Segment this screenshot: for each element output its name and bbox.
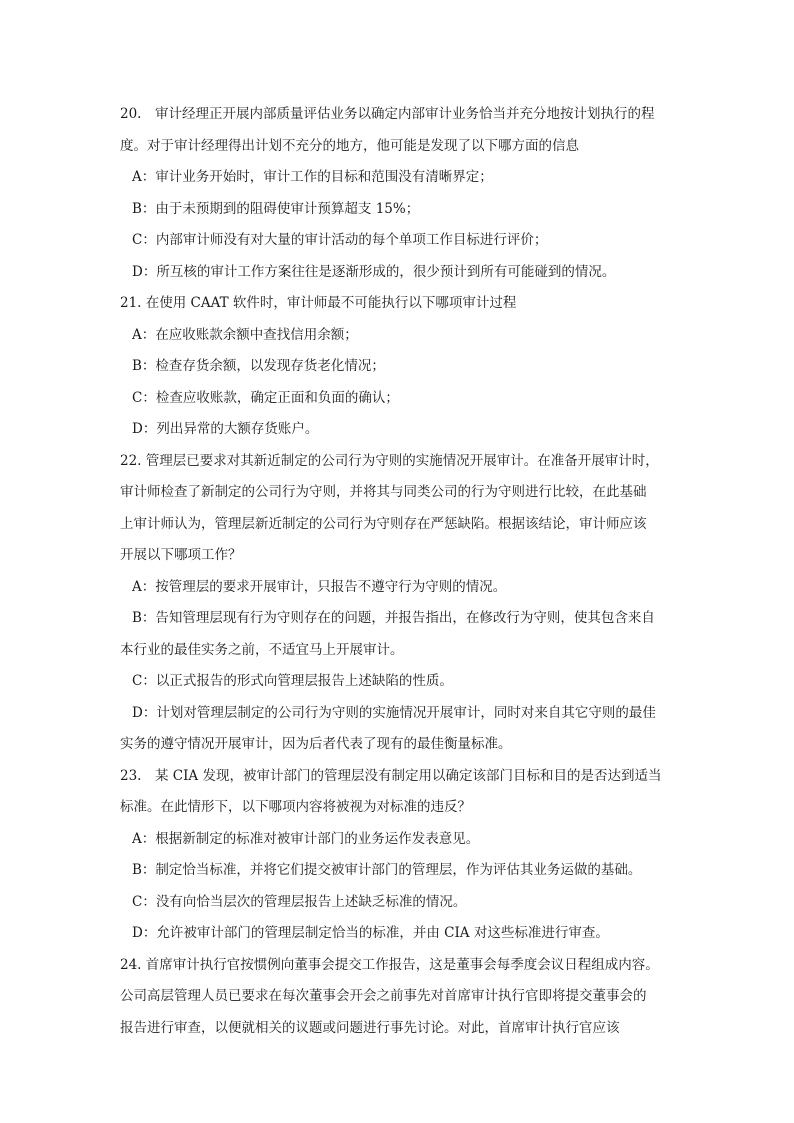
question-stem-line: 20. 审计经理正开展内部质量评估业务以确定内部审计业务恰当并充分地按计划执行的程 bbox=[120, 106, 655, 122]
question-22 bbox=[120, 446, 680, 761]
question-stem-line: 21. 在使用 CAAT 软件时，审计师最不可能执行以下哪项审计过程 bbox=[120, 295, 517, 311]
question-stem-line: 标准。在此情形下，以下哪项内容将被视为对标准的违反？ bbox=[120, 799, 471, 815]
option-c: C：没有向恰当层次的管理层报告上述缺乏标准的情况。 bbox=[132, 893, 467, 910]
question-list bbox=[120, 99, 680, 1044]
question-stem-line: 报告进行审查，以便就相关的议题或问题进行事先讨论。对此，首席审计执行官应该 bbox=[120, 1019, 620, 1036]
option-d-continuation: 实务的遵守情况开展审计，因为后者代表了现有的最佳衡量标准。 bbox=[120, 736, 512, 752]
question-stem-line: 审计师检查了新制定的公司行为守则，并将其与同类公司的行为守则进行比较，在此基础 bbox=[120, 484, 647, 500]
option-a: A：根据新制定的标准对被审计部门的业务运作发表意见。 bbox=[132, 830, 480, 847]
option-b: B：告知管理层现有行为守则存在的问题，并报告指出，在修改行为守则，使其包含来自 bbox=[132, 610, 655, 626]
question-stem-line: 上审计师认为，管理层新近制定的公司行为守则存在严惩缺陷。根据该结论，审计师应该 bbox=[120, 515, 647, 532]
question-stem-line: 度。对于审计经理得出计划不充分的地方，他可能是发现了以下哪方面的信息 bbox=[120, 137, 579, 154]
question-stem-line: 24. 首席审计执行官按惯例向董事会提交工作报告，这是董事会每季度会议日程组成内容。 bbox=[120, 956, 659, 973]
question-stem-line: 开展以下哪项工作？ bbox=[120, 547, 242, 563]
question-stem-line: 23. 某 CIA 发现，被审计部门的管理层没有制定用以确定该部门目标和目的是否达到适当 bbox=[120, 767, 662, 784]
option-b: B：检查存货余额，以发现存货老化情况； bbox=[132, 358, 385, 374]
option-d: D：列出异常的大额存货账户。 bbox=[132, 421, 319, 437]
option-c: C：内部审计师没有对大量的审计活动的每个单项工作目标进行评价； bbox=[132, 232, 548, 248]
option-d: D：所互核的审计工作方案往往是逐渐形成的，很少预计到所有可能碰到的情况。 bbox=[132, 263, 616, 280]
option-d: D：计划对管理层制定的公司行为守则的实施情况开展审计，同时对来自其它守则的最佳 bbox=[132, 704, 656, 721]
option-a: A：审计业务开始时，审计工作的目标和范围没有清晰界定； bbox=[132, 169, 493, 185]
question-24 bbox=[120, 950, 680, 1045]
question-21 bbox=[120, 288, 680, 446]
option-c: C：检查应收账款，确定正面和负面的确认； bbox=[132, 389, 399, 406]
option-a: A：按管理层的要求开展审计，只报告不遵守行为守则的情况。 bbox=[132, 578, 507, 595]
question-stem-line: 22. 管理层已要求对其新近制定的公司行为守则的实施情况开展审计。在准备开展审计时， bbox=[120, 452, 659, 469]
option-a: A：在应收账款余额中查找信用余额； bbox=[132, 326, 358, 343]
option-b-continuation: 本行业的最佳实务之前，不适宜马上开展审计。 bbox=[120, 641, 404, 658]
question-20 bbox=[120, 99, 680, 288]
option-b: B：由于未预期到的阻碍使审计预算超支 15%； bbox=[132, 200, 420, 217]
question-stem-line: 公司高层管理人员已要求在每次董事会开会之前事先对首席审计执行官即将提交董事会的 bbox=[120, 988, 647, 1004]
question-23 bbox=[120, 761, 680, 950]
option-d: D：允许被审计部门的管理层制定恰当的标准，并由 CIA 对这些标准进行审查。 bbox=[132, 925, 609, 941]
option-c: C：以正式报告的形式向管理层报告上述缺陷的性质。 bbox=[132, 673, 453, 689]
option-b: B：制定恰当标准，并将它们提交被审计部门的管理层，作为评估其业务运做的基础。 bbox=[132, 862, 642, 878]
